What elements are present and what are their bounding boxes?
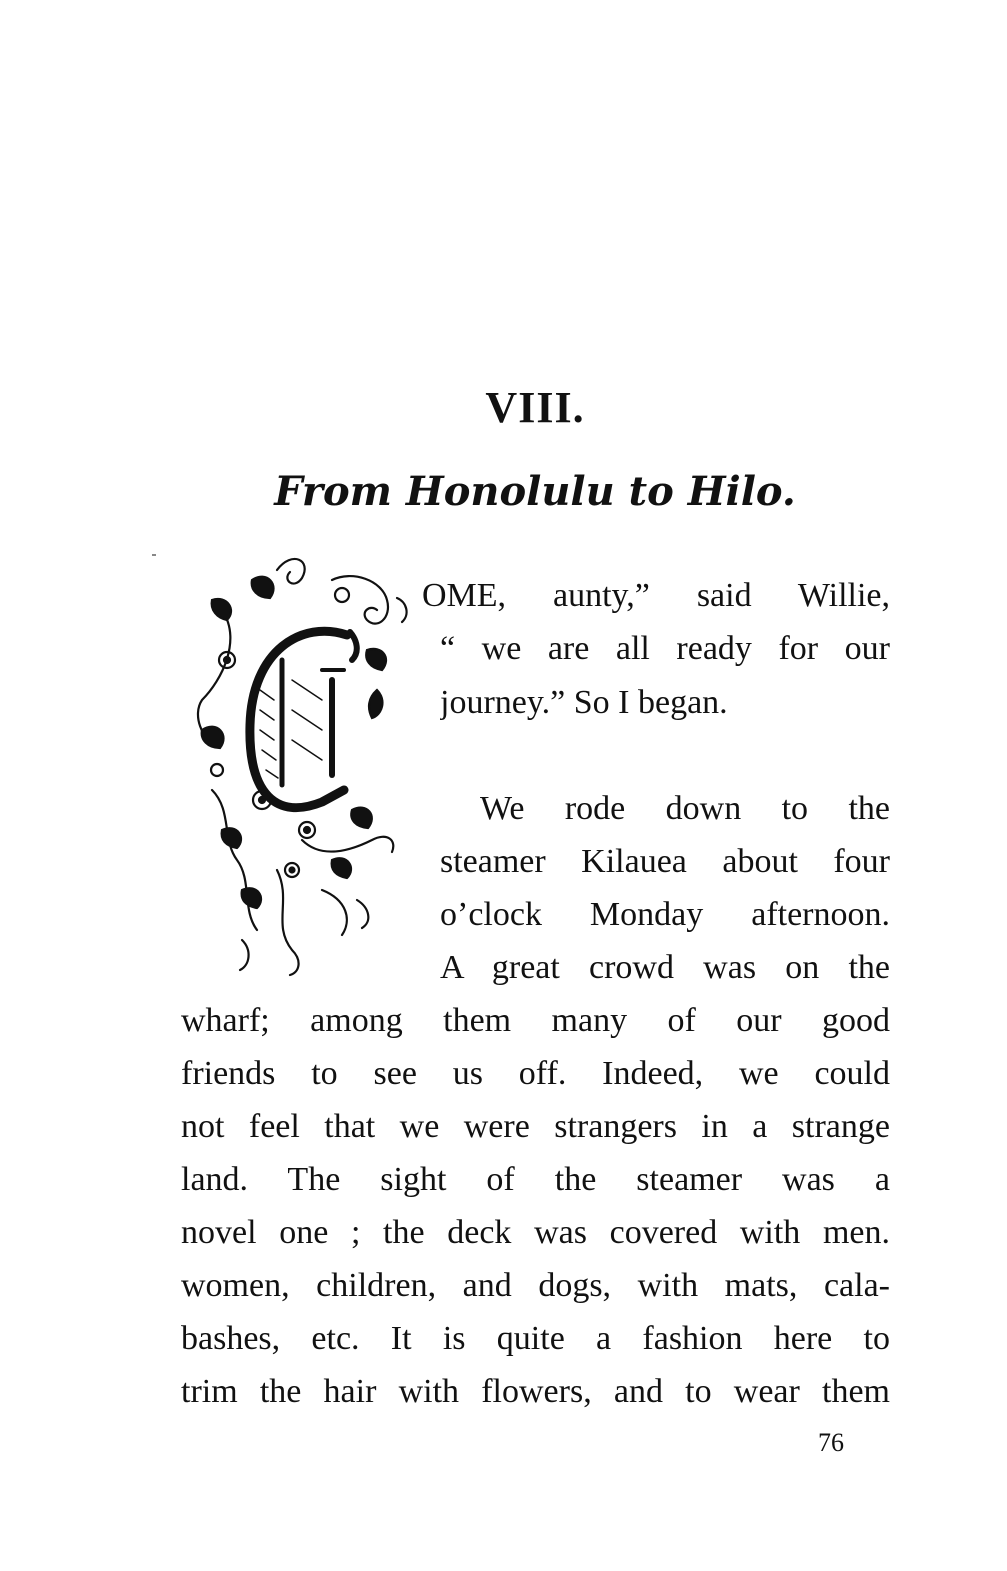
paragraph2-line-9: novel one ; the deck was covered with men. xyxy=(181,1216,890,1251)
stray-ink-mark xyxy=(152,554,156,556)
paragraph2-line-6: friends to see us off. Indeed, we could xyxy=(181,1057,890,1092)
drop-cap-ornament xyxy=(182,540,422,980)
paragraph2-line-10: women, children, and dogs, with mats, cala- xyxy=(181,1269,890,1304)
paragraph2-line-12: trim the hair with flowers, and to wear them xyxy=(181,1375,890,1410)
paragraph2-line-3: o’clock Monday afternoon. xyxy=(440,898,890,933)
paragraph2-line-1: We rode down to the xyxy=(480,792,890,827)
paragraph1-line-2: “ we are all ready for our xyxy=(440,632,890,667)
paragraph2-line-7: not feel that we were strangers in a strange xyxy=(181,1110,890,1145)
paragraph2-line-5: wharf; among them many of our good xyxy=(181,1004,890,1039)
paragraph2-line-8: land. The sight of the steamer was a xyxy=(181,1163,890,1198)
chapter-title: From Honolulu to Hilo. xyxy=(274,468,796,515)
chapter-number: VIII. xyxy=(485,383,585,432)
paragraph2-line-4: A great crowd was on the xyxy=(440,951,890,986)
paragraph1-line-3: journey.” So I began. xyxy=(440,686,728,721)
paragraph2-line-2: steamer Kilauea about four xyxy=(440,845,890,880)
paragraph1-line-1: OME, aunty,” said Willie, xyxy=(422,579,890,614)
page-number: 76 xyxy=(818,1428,844,1457)
paragraph2-line-11: bashes, etc. It is quite a fashion here to xyxy=(181,1322,890,1357)
